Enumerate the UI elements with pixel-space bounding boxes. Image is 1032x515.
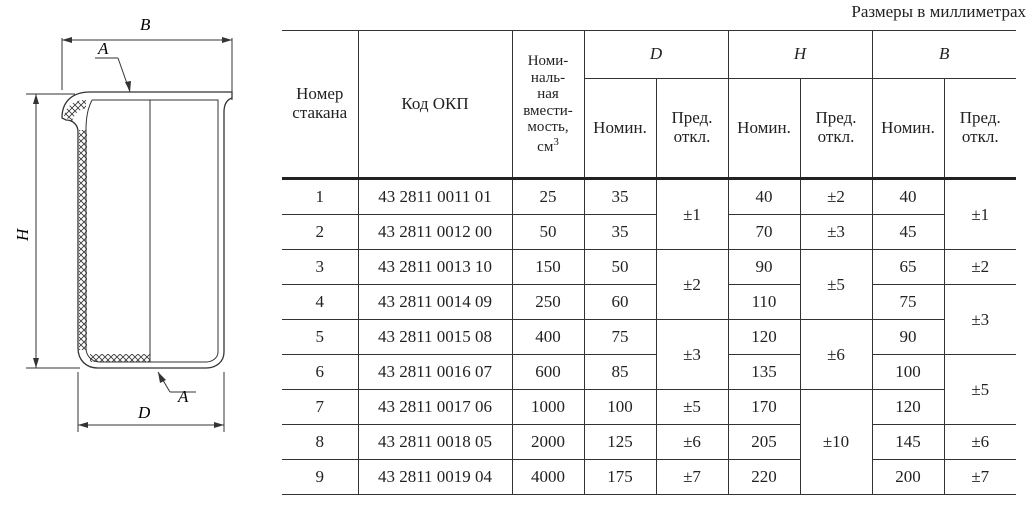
cell-capacity: 50: [512, 215, 584, 250]
cell-b-nom: 90: [872, 320, 944, 355]
header-capacity: Номи- наль- ная вмести- мость, $см^3$: [512, 31, 584, 179]
cell-h-tol: ±6: [800, 320, 872, 390]
cell-h-nom: 220: [728, 460, 800, 495]
cell-b-nom: 45: [872, 215, 944, 250]
cell-b-tol: ±5: [944, 355, 1016, 425]
cell-h-nom: 135: [728, 355, 800, 390]
cell-number: 6: [282, 355, 358, 390]
cell-d-nom: 35: [584, 179, 656, 215]
cell-h-nom: 90: [728, 250, 800, 285]
label-h: H: [13, 228, 32, 241]
cell-number: 4: [282, 285, 358, 320]
header-h-tol: Пред. откл.: [800, 79, 872, 179]
cell-h-nom: 120: [728, 320, 800, 355]
cell-b-nom: 75: [872, 285, 944, 320]
cell-h-tol: ±3: [800, 215, 872, 250]
table-row: [282, 355, 1016, 390]
cell-d-tol: ±1: [656, 179, 728, 250]
cell-b-tol: ±6: [944, 425, 1016, 460]
cell-number: 8: [282, 425, 358, 460]
label-a-top: A: [98, 39, 109, 58]
header-b-tol: Пред. откл.: [944, 79, 1016, 179]
cell-d-nom: 50: [584, 250, 656, 285]
cell-b-tol: ±2: [944, 250, 1016, 285]
cell-code: 43 2811 0011 01: [358, 179, 512, 215]
cell-b-nom: 200: [872, 460, 944, 495]
cell-h-nom: 40: [728, 179, 800, 215]
cell-h-nom: 70: [728, 215, 800, 250]
header-d-nom: Номин.: [584, 79, 656, 179]
cell-number: 5: [282, 320, 358, 355]
cell-capacity: 600: [512, 355, 584, 390]
cell-code: 43 2811 0016 07: [358, 355, 512, 390]
table-row: [282, 179, 1016, 215]
cell-b-nom: 120: [872, 390, 944, 425]
label-a-bottom: A: [178, 387, 189, 406]
beaker-drawing: [0, 0, 270, 515]
table-row: [282, 250, 1016, 285]
cell-capacity: 2000: [512, 425, 584, 460]
cell-h-nom: 170: [728, 390, 800, 425]
header-code: Код ОКП: [358, 31, 512, 179]
header-d-tol: Пред. откл.: [656, 79, 728, 179]
label-b: B: [140, 15, 151, 34]
cell-b-nom: 100: [872, 355, 944, 390]
units-caption: Размеры в миллиметрах: [851, 2, 1026, 21]
cell-d-tol: ±7: [656, 460, 728, 495]
cell-number: 2: [282, 215, 358, 250]
table-row: [282, 215, 1016, 250]
cell-d-tol: ±2: [656, 250, 728, 320]
cell-number: 1: [282, 179, 358, 215]
cell-b-nom: 40: [872, 179, 944, 215]
table-row: [282, 425, 1016, 460]
cell-code: 43 2811 0018 05: [358, 425, 512, 460]
cell-code: 43 2811 0017 06: [358, 390, 512, 425]
cell-code: 43 2811 0015 08: [358, 320, 512, 355]
cell-d-nom: 125: [584, 425, 656, 460]
table-row: [282, 460, 1016, 495]
cell-code: 43 2811 0013 10: [358, 250, 512, 285]
cell-code: 43 2811 0019 04: [358, 460, 512, 495]
cell-h-tol: ±5: [800, 250, 872, 320]
cell-h-nom: 205: [728, 425, 800, 460]
cell-capacity: 25: [512, 179, 584, 215]
cell-d-nom: 175: [584, 460, 656, 495]
header-d: D: [584, 31, 728, 79]
cell-capacity: 150: [512, 250, 584, 285]
cell-d-nom: 85: [584, 355, 656, 390]
header-number: Номер стакана: [282, 31, 358, 179]
cell-d-nom: 35: [584, 215, 656, 250]
header-b-nom: Номин.: [872, 79, 944, 179]
cell-b-tol: ±3: [944, 285, 1016, 355]
table-row: [282, 320, 1016, 355]
cell-b-nom: 145: [872, 425, 944, 460]
cell-h-tol: ±2: [800, 179, 872, 215]
cell-capacity: 1000: [512, 390, 584, 425]
cell-capacity: 250: [512, 285, 584, 320]
cell-capacity: 4000: [512, 460, 584, 495]
beaker-dimensions-table: [282, 30, 1016, 495]
header-b: B: [872, 31, 1016, 79]
cell-d-nom: 75: [584, 320, 656, 355]
cell-number: 9: [282, 460, 358, 495]
cell-d-tol: ±5: [656, 390, 728, 425]
cell-code: 43 2811 0014 09: [358, 285, 512, 320]
cell-code: 43 2811 0012 00: [358, 215, 512, 250]
label-d: D: [138, 403, 151, 422]
cell-d-nom: 60: [584, 285, 656, 320]
header-h: H: [728, 31, 872, 79]
cell-b-nom: 65: [872, 250, 944, 285]
cell-number: 7: [282, 390, 358, 425]
cell-d-tol: ±3: [656, 320, 728, 390]
header-h-nom: Номин.: [728, 79, 800, 179]
cell-d-tol: ±6: [656, 425, 728, 460]
table-row: [282, 390, 1016, 425]
cell-d-nom: 100: [584, 390, 656, 425]
cell-h-nom: 110: [728, 285, 800, 320]
cell-h-tol: ±10: [800, 390, 872, 495]
table-row: [282, 285, 1016, 320]
cell-capacity: 400: [512, 320, 584, 355]
cell-b-tol: ±1: [944, 179, 1016, 250]
cell-b-tol: ±7: [944, 460, 1016, 495]
cell-number: 3: [282, 250, 358, 285]
